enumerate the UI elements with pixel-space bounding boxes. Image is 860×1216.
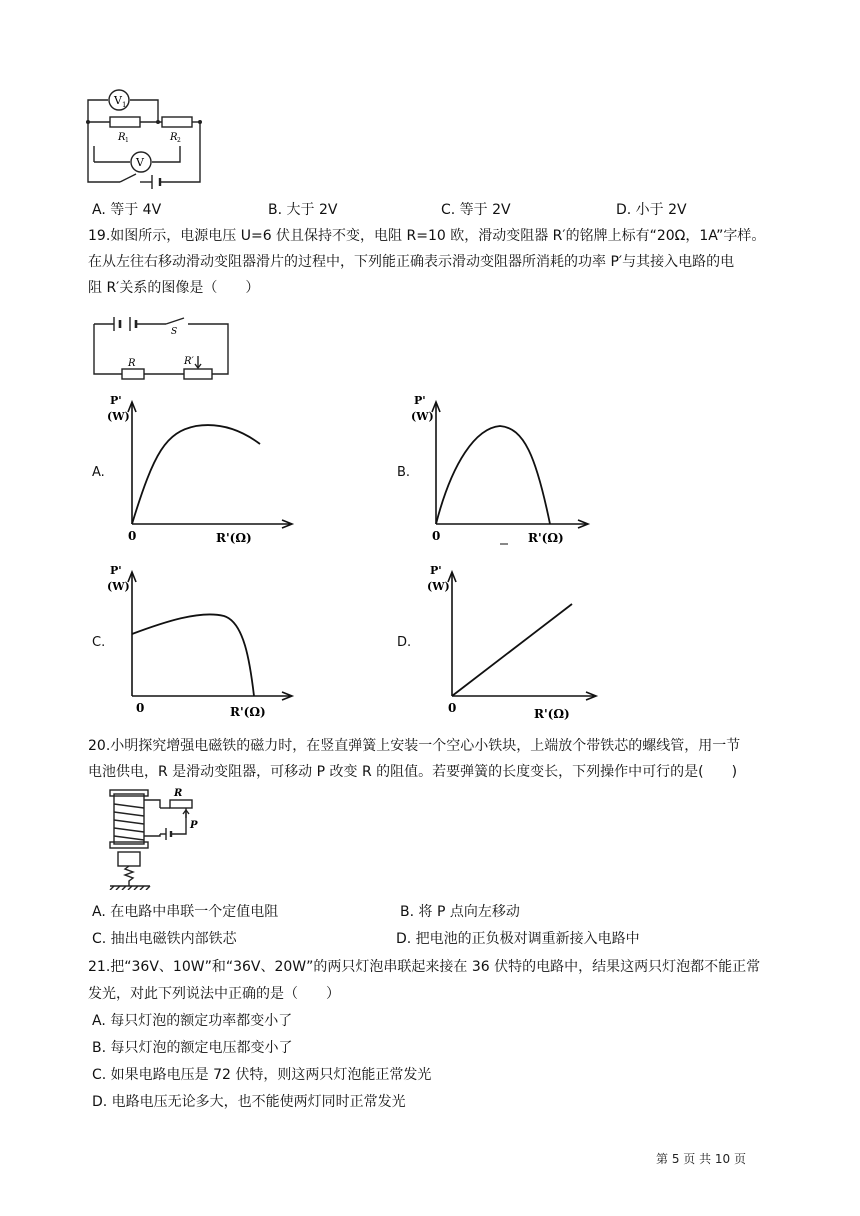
svg-text:P': P' — [430, 564, 442, 577]
svg-text:P': P' — [414, 394, 426, 407]
svg-text:R: R — [170, 132, 178, 143]
svg-text:P': P' — [110, 394, 122, 407]
q18-circuit-figure — [80, 86, 210, 190]
svg-text:(W): (W) — [107, 580, 130, 593]
q19-option-a-label: A. — [92, 465, 105, 480]
svg-text:S: S — [171, 327, 178, 337]
q20-option-a: A. 在电路中串联一个定值电阻 — [92, 904, 279, 920]
q20-electromagnet-figure — [106, 786, 206, 890]
q21-option-a: A. 每只灯泡的额定功率都变小了 — [92, 1013, 293, 1029]
q21-option-b: B. 每只灯泡的额定电压都变小了 — [92, 1040, 293, 1056]
q19-stem-line-1: 19.如图所示，电源电压 U=6 伏且保持不变，电阻 R=10 欧，滑动变阻器 R′的铭牌上标有“20Ω，1A”字样。 — [88, 228, 766, 244]
q19-stem-line-3: 阻 R′关系的图像是（ ） — [88, 280, 260, 296]
svg-text:R'(Ω): R'(Ω) — [528, 531, 564, 545]
q19-graph-b — [408, 392, 598, 552]
q20-stem-line-2: 电池供电，R 是滑动变阻器，可移动 P 改变 R 的阻值。若要弹簧的长度变长，下列操作中可行的是( ) — [88, 764, 738, 780]
svg-text:0: 0 — [448, 701, 457, 715]
q19-option-c-label: C. — [92, 635, 106, 650]
svg-text:R'(Ω): R'(Ω) — [534, 707, 570, 721]
svg-text:R'(Ω): R'(Ω) — [230, 705, 266, 719]
svg-text:(W): (W) — [427, 580, 450, 593]
svg-text:0: 0 — [128, 529, 137, 543]
svg-text:R: R — [128, 358, 136, 369]
svg-text:R'(Ω): R'(Ω) — [216, 531, 252, 545]
svg-text:R: R — [174, 788, 183, 799]
q18-option-d: D. 小于 2V — [616, 202, 687, 218]
svg-text:R′: R′ — [184, 356, 194, 367]
svg-text:(W): (W) — [411, 410, 434, 423]
q19-graph-a — [104, 392, 304, 552]
q21-option-c: C. 如果电路电压是 72 伏特，则这两只灯泡能正常发光 — [92, 1067, 432, 1083]
q19-option-d-label: D. — [397, 635, 412, 650]
svg-text:P': P' — [110, 564, 122, 577]
q21-stem-line-1: 21.把“36V、10W”和“36V、20W”的两只灯泡串联起来接在 36 伏特的电路中，结果这两只灯泡都不能正常 — [88, 959, 761, 975]
q18-option-a: A. 等于 4V — [92, 202, 162, 218]
q20-option-b: B. 将 P 点向左移动 — [400, 904, 520, 920]
q20-stem-line-1: 20.小明探究增强电磁铁的磁力时，在竖直弹簧上安装一个空心小铁块，上端放个带铁芯的螺线管，用一节 — [88, 738, 741, 754]
svg-text:(W): (W) — [107, 410, 130, 423]
q21-option-d: D. 电路电压无论多大，也不能使两灯同时正常发光 — [92, 1094, 406, 1110]
q19-stem-line-2: 在从左往右移动滑动变阻器滑片的过程中，下列能正确表示滑动变阻器所消耗的功率 P′与其接入电路的电 — [88, 254, 735, 270]
page-footer: 第 5 页 共 10 页 — [656, 1152, 746, 1166]
q21-stem-line-2: 发光，对此下列说法中正确的是（ ） — [88, 986, 340, 1002]
svg-text:2: 2 — [177, 137, 181, 144]
q19-option-b-label: B. — [397, 465, 411, 480]
q19-circuit-figure — [84, 312, 234, 382]
q19-graph-d — [424, 562, 604, 722]
svg-text:R: R — [118, 132, 126, 143]
svg-text:0: 0 — [432, 529, 441, 543]
svg-text:V: V — [114, 94, 122, 107]
q20-option-d: D. 把电池的正负极对调重新接入电路中 — [396, 931, 640, 947]
svg-text:P: P — [190, 820, 198, 831]
svg-text:1: 1 — [122, 101, 127, 109]
q19-graph-c — [104, 562, 304, 722]
q18-option-b: B. 大于 2V — [268, 202, 338, 218]
q20-option-c: C. 抽出电磁铁内部铁芯 — [92, 931, 237, 947]
svg-text:1: 1 — [125, 137, 129, 144]
svg-text:V: V — [136, 156, 144, 169]
svg-text:0: 0 — [136, 701, 145, 715]
q18-option-c: C. 等于 2V — [441, 202, 511, 218]
